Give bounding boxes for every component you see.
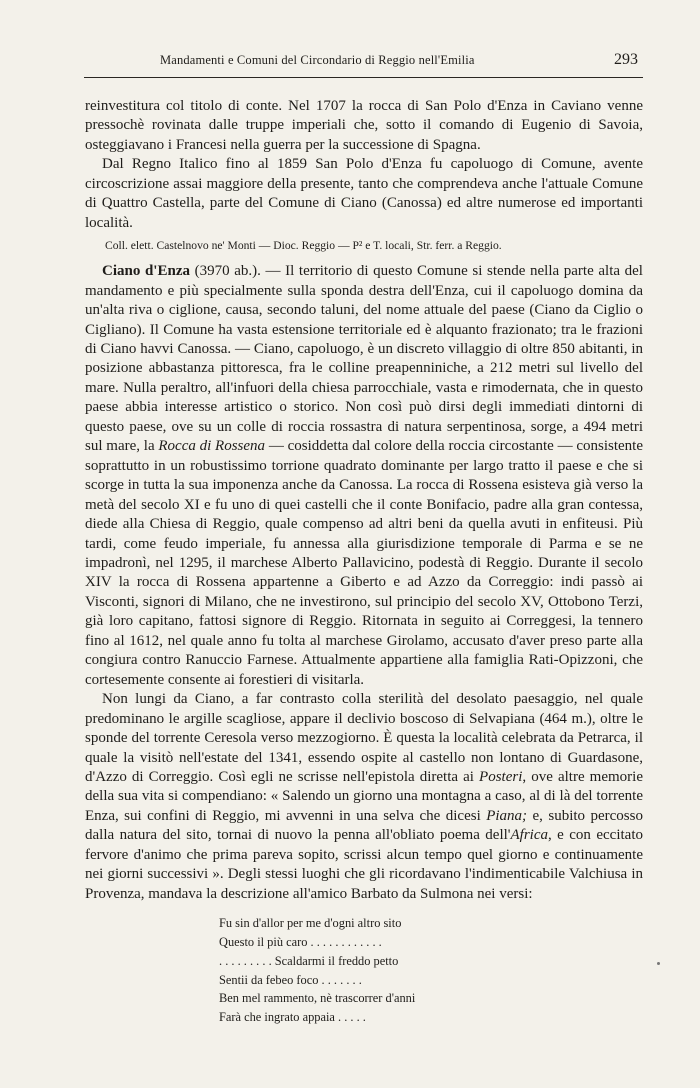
electoral-note: Coll. elett. Castelnovo ne' Monti — Dioc. Reggio — P² e T. locali, Str. ferr. a Reggio. xyxy=(105,239,502,253)
margin-speck xyxy=(657,962,660,965)
verse-line: Fu sin d'allor per me d'ogni altro sito xyxy=(219,916,402,931)
body-text xyxy=(85,97,643,1027)
entry-text-2: — cosiddetta dal colore della roccia circostante — consistente soprattutto in un robustissimo torrione quadrato dominante per largo tratto il paese e che si scorge in tutta la sua imponenza anche da Canossa. La rocca di Rossena esisteva già verso la metà del secolo XI e fu uno di quei castelli che il conte Bonifacio, padre alla gran contessa, diede alla Chiesa di Reggio, quale compenso ad altri beni da quella avuti in enfiteusi. Più tardi, come feudo imperiale, fu annessa alla giurisdizione temporale di Parma e se ne impadronì, nel 1295, il marchese Alberto Pallavicino, podestà di Reggio. Durante il secolo XIV la rocca di Rossena appartenne a Giberto e ad Azzo da Correggio: indi passò ai Visconti, signori di Milano, che ne investirono, sul principio del secolo XV, Ottobono Terzi, già loro capitano, fattosi signore di Reggio. Ritornata in seguito ai Correggesi, la tennero fino al 1612, nel quale anno fu tolta al marchese Girolamo, accusato d'aver preso parte alla congiura contro Ranuccio Farnese. Attualmente appartiene alla famiglia Rati-Opizzoni, che cortesemente consente ai forestieri di visitarla. xyxy=(85,438,644,688)
paragraph-selvapiana xyxy=(85,690,643,904)
verse-line: Farà che ingrato appaia . . . . . xyxy=(219,1010,366,1025)
entry-text-1: Il territorio di questo Comune si stende nella parte alta del mandamento e più specialmente sulla sponda destra dell'Enza, cui il capoluogo domina da un'alta riva o ciglione, causa, secondo taluni, del nome attuale del paese (Ciano da Ciglio o Cigliano). Il Comune ha vasta estensione territoriale ed è alquanto frazionato; tra le frazioni di Ciano havvi Canossa. — Ciano, capoluogo, è un discreto villaggio di oltre 850 abitanti, in posizione abbastanza pittoresca, fra le colline preapenniniche, a 212 metri sul livello del mare. Nulla peraltro, all'infuori della chiesa parrocchiale, vasta e rimodernata, che in questo paese abbia interesse artistico o storico. Non così può dirsi degli immediati dintorni di questo paese, ove su un colle di roccia rossastra di natura serpentinosa, sorge, a 494 metri sul mare, la xyxy=(85,263,643,455)
p3-text-1: Non lungi da Ciano, a far contrasto colla sterilità del desolato paesaggio, nel quale predominano le argille scagliose, appare il declivio boscoso di Selvapiana (464 m.), oltre le sponde del torrente Ceresola verso mezzogiorno. È questa la località celebrata da Petrarca, il quale la visitò nell'estate del 1341, essendo ospite al castello non lontano di Guardasone, d'Azzo di Correggio. Così egli ne scrisse nell'epistola diretta ai xyxy=(85,691,643,785)
verse-line: . . . . . . . . . Scaldarmi il freddo petto xyxy=(219,953,399,968)
verse-line: Ben mel rammento, nè trascorrer d'anni xyxy=(219,991,416,1006)
p3-text-3: e, subito percosso dalla natura del sito, tornai di nuovo la penna all'obliato poema dell' xyxy=(85,807,643,844)
entry-italic-rocca: Rocca di Rossena xyxy=(158,438,266,455)
entry-ciano-denza xyxy=(85,262,643,690)
p3-text-2: , ove altre memorie della sua vita si compendiano: « Salendo un giorno una montagna a caso, al di là del torrente Enza, sui confini di Reggio, mi avvenni in una selva che dicesi xyxy=(85,768,643,824)
p3-italic-posteri: Posteri xyxy=(479,768,523,785)
verse-block xyxy=(219,914,643,1027)
page-number: 293 xyxy=(614,51,638,68)
p3-text-4: , e con eccitato fervore d'animo che prima pareva sopito, scrissi alcun tempo quel giorno e continuamente nei giorni successivi ». Degli stessi luoghi che gli ricordavano l'indimenticabile Valchiusa in Provenza, mandava la descrizione all'amico Barbato da Sulmona nei versi: xyxy=(85,827,643,902)
entry-population: (3970 ab.). — xyxy=(189,263,286,280)
paragraph-reinvestitura: reinvestitura col titolo di conte. Nel 1707 la rocca di San Polo d'Enza in Caviano venne pressochè rovinata dalle truppe imperiali che, sotto il comando di Eugenio di Savoia, osteggiavano i Francesi nella guerra per la successione di Spagna. xyxy=(85,98,643,153)
running-title: Mandamenti e Comuni del Circondario di Reggio nell'Emilia xyxy=(160,53,475,67)
verse-line: Questo il più caro . . . . . . . . . . . . xyxy=(219,934,382,949)
header-rule xyxy=(84,77,643,78)
p3-italic-africa: Africa xyxy=(510,827,548,844)
verse-line: Sentii da febeo foco . . . . . . . xyxy=(219,972,362,987)
running-head xyxy=(0,53,700,71)
paragraph-regno-italico: Dal Regno Italico fino al 1859 San Polo d'Enza fu capoluogo di Comune, avente circoscrizione assai maggiore della presente, tanto che comprendeva anche l'attuale Comune di Quattro Castella, parte del Comune di Ciano (Canossa) ed altre numerose ed importanti località. xyxy=(85,156,643,231)
p3-italic-piana: Piana; xyxy=(486,807,528,824)
entry-headword: Ciano d'Enza xyxy=(102,263,190,280)
